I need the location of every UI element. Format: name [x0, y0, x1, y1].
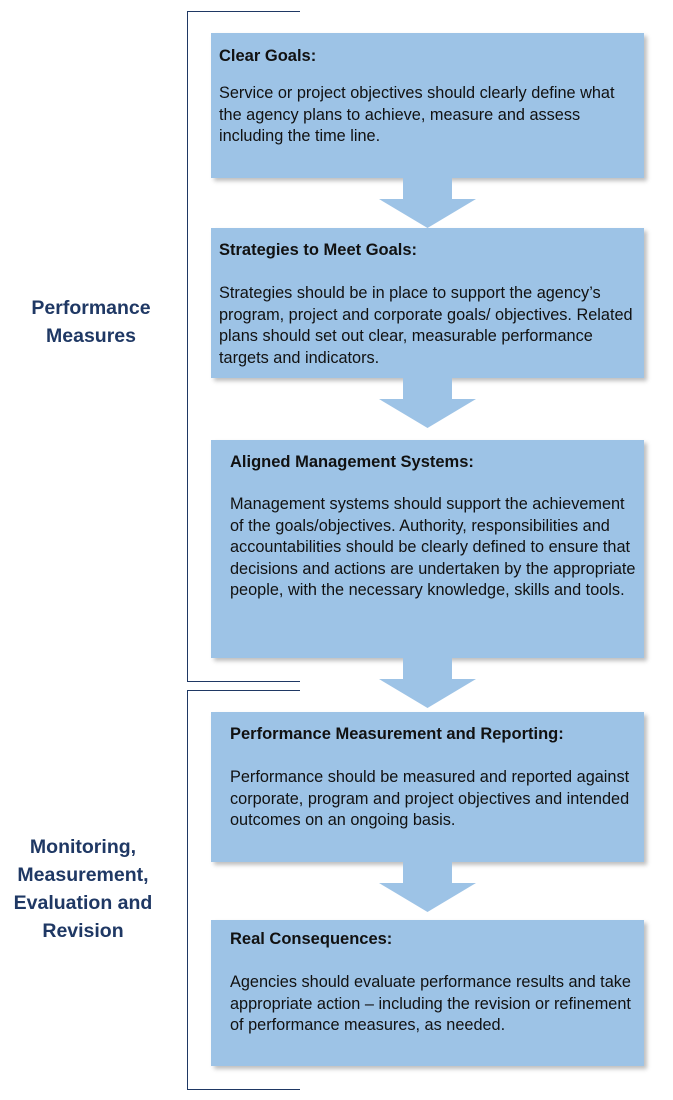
- step-body: Strategies should be in place to support the agency’s program, project and corporate goals/ objectives. Related plans should set out clear, measurable performance targets and indicators.: [219, 284, 633, 367]
- step-title: Aligned Management Systems:: [230, 453, 474, 471]
- step-box-aligned-management: [211, 440, 644, 658]
- step-title: Strategies to Meet Goals:: [219, 241, 418, 259]
- step-body: Management systems should support the achievement of the goals/objectives. Authority, responsibilities and accountabilities should be clearly defined to ensure that decisions and actions are undertaken by the appropriate people, with the necessary knowledge, skills and tools.: [230, 495, 636, 599]
- step-box-strategies: [211, 228, 644, 378]
- section-label-line: Measurement,: [17, 864, 149, 886]
- down-arrow-icon: [379, 862, 476, 912]
- down-arrow-icon: [379, 178, 476, 228]
- step-box-real-consequences: [211, 920, 644, 1066]
- step-box-clear-goals: [211, 33, 644, 178]
- step-title: Clear Goals:: [219, 47, 317, 65]
- section-label-line: Evaluation and: [13, 892, 153, 914]
- section-label-line: Monitoring,: [29, 836, 137, 858]
- step-body: Agencies should evaluate performance results and take appropriate action – including the revision or refinement of performance measures, as needed.: [230, 973, 631, 1034]
- step-box-performance-measurement: [211, 712, 644, 862]
- section-label-line: Performance: [31, 297, 151, 319]
- section-label-line: Revision: [42, 920, 124, 942]
- section-label-line: Measures: [46, 325, 136, 347]
- down-arrow-icon: [379, 658, 476, 708]
- step-title: Performance Measurement and Reporting:: [230, 725, 564, 743]
- section-label-performance-measures: [0, 294, 182, 350]
- step-body: Service or project objectives should clearly define what the agency plans to achieve, measure and assess including the time line.: [219, 84, 615, 145]
- step-title: Real Consequences:: [230, 930, 393, 948]
- section-label-monitoring: [0, 833, 166, 945]
- step-body: Performance should be measured and reported against corporate, program and project objectives and intended outcomes on an ongoing basis.: [230, 768, 630, 829]
- down-arrow-icon: [379, 378, 476, 428]
